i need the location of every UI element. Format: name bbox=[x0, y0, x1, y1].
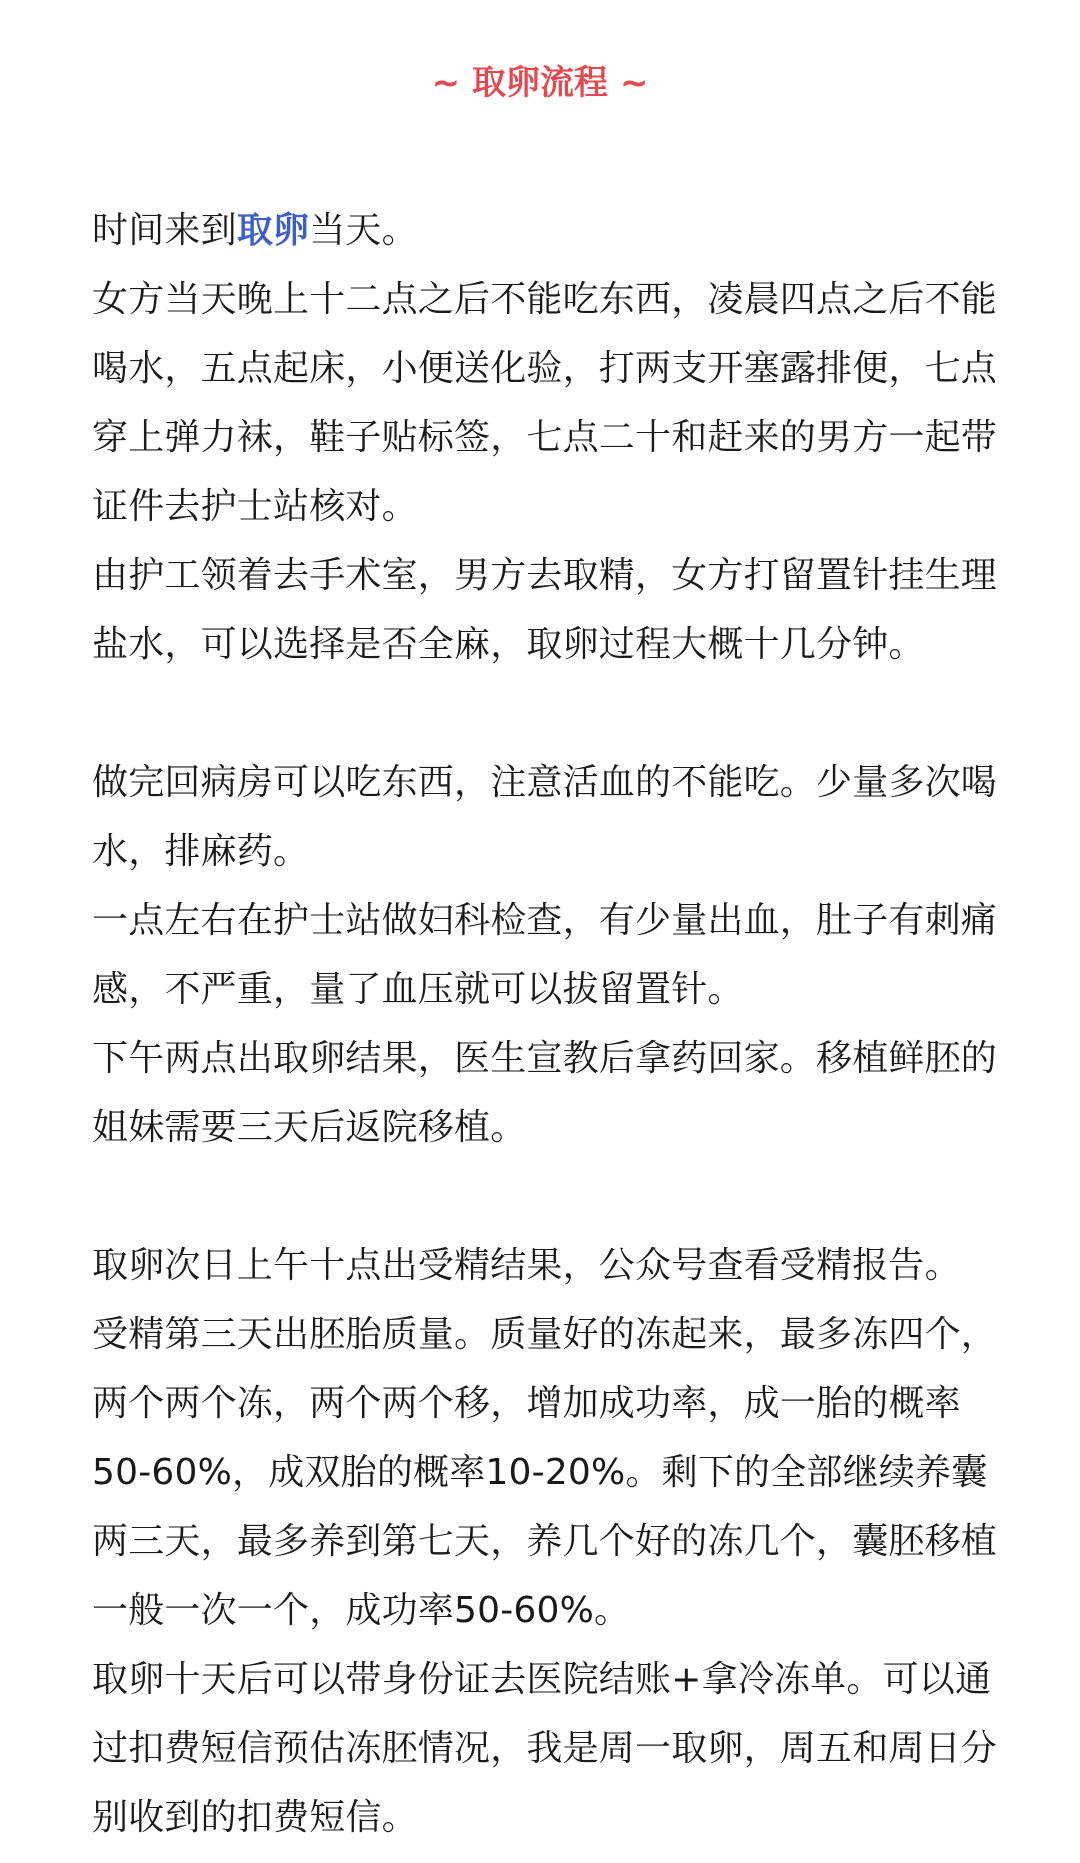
paragraph-after-surgery: 做完回病房可以吃东西，注意活血的不能吃。少量多次喝水，排麻药。 bbox=[92, 762, 998, 872]
paragraph-billing: 取卵十天后可以带身份证去医院结账+拿冷冻单。可以通过扣费短信预估冻胚情况，我是周一取卵，周五和周日分别收到的扣费短信。 bbox=[92, 1659, 998, 1838]
paragraph-results: 下午两点出取卵结果，医生宣教后拿药回家。移植鲜胚的姐妹需要三天后返院移植。 bbox=[92, 1038, 998, 1148]
intro-text-before: 时间来到 bbox=[92, 210, 237, 251]
highlight-keyword: 取卵 bbox=[236, 210, 310, 251]
paragraph-morning-prep: 女方当天晚上十二点之后不能吃东西，凌晨四点之后不能喝水，五点起床，小便送化验，打两支开塞露排便，七点穿上弹力袜，鞋子贴标签，七点二十和赶来的男方一起带证件去护士站核对。 bbox=[92, 279, 998, 527]
paragraph-surgery: 由护工领着去手术室，男方去取精，女方打留置针挂生理盐水，可以选择是否全麻，取卵过程大概十几分钟。 bbox=[92, 555, 998, 665]
intro-paragraph bbox=[92, 196, 1012, 265]
paragraph-fertilization: 取卵次日上午十点出受精结果，公众号查看受精报告。 bbox=[92, 1245, 961, 1286]
article-title: ~ 取卵流程 ~ bbox=[431, 63, 649, 103]
section-gap bbox=[92, 1162, 1012, 1231]
paragraph-embryo-quality: 受精第三天出胚胎质量。质量好的冻起来，最多冻四个，两个两个冻，两个两个移，增加成功率，成一胎的概率50-60%，成双胎的概率10-20%。剩下的全部继续养囊两三天，最多养到第七天，养几个好的冻几个，囊胚移植一般一次一个，成功率50-60%。 bbox=[92, 1314, 998, 1631]
intro-text-after: 当天。 bbox=[309, 210, 418, 251]
section-gap bbox=[92, 679, 1012, 748]
paragraph-checkup: 一点左右在护士站做妇科检查，有少量出血，肚子有刺痛感，不严重，量了血压就可以拔留置针。 bbox=[92, 900, 998, 1010]
article-body bbox=[92, 196, 1012, 1852]
